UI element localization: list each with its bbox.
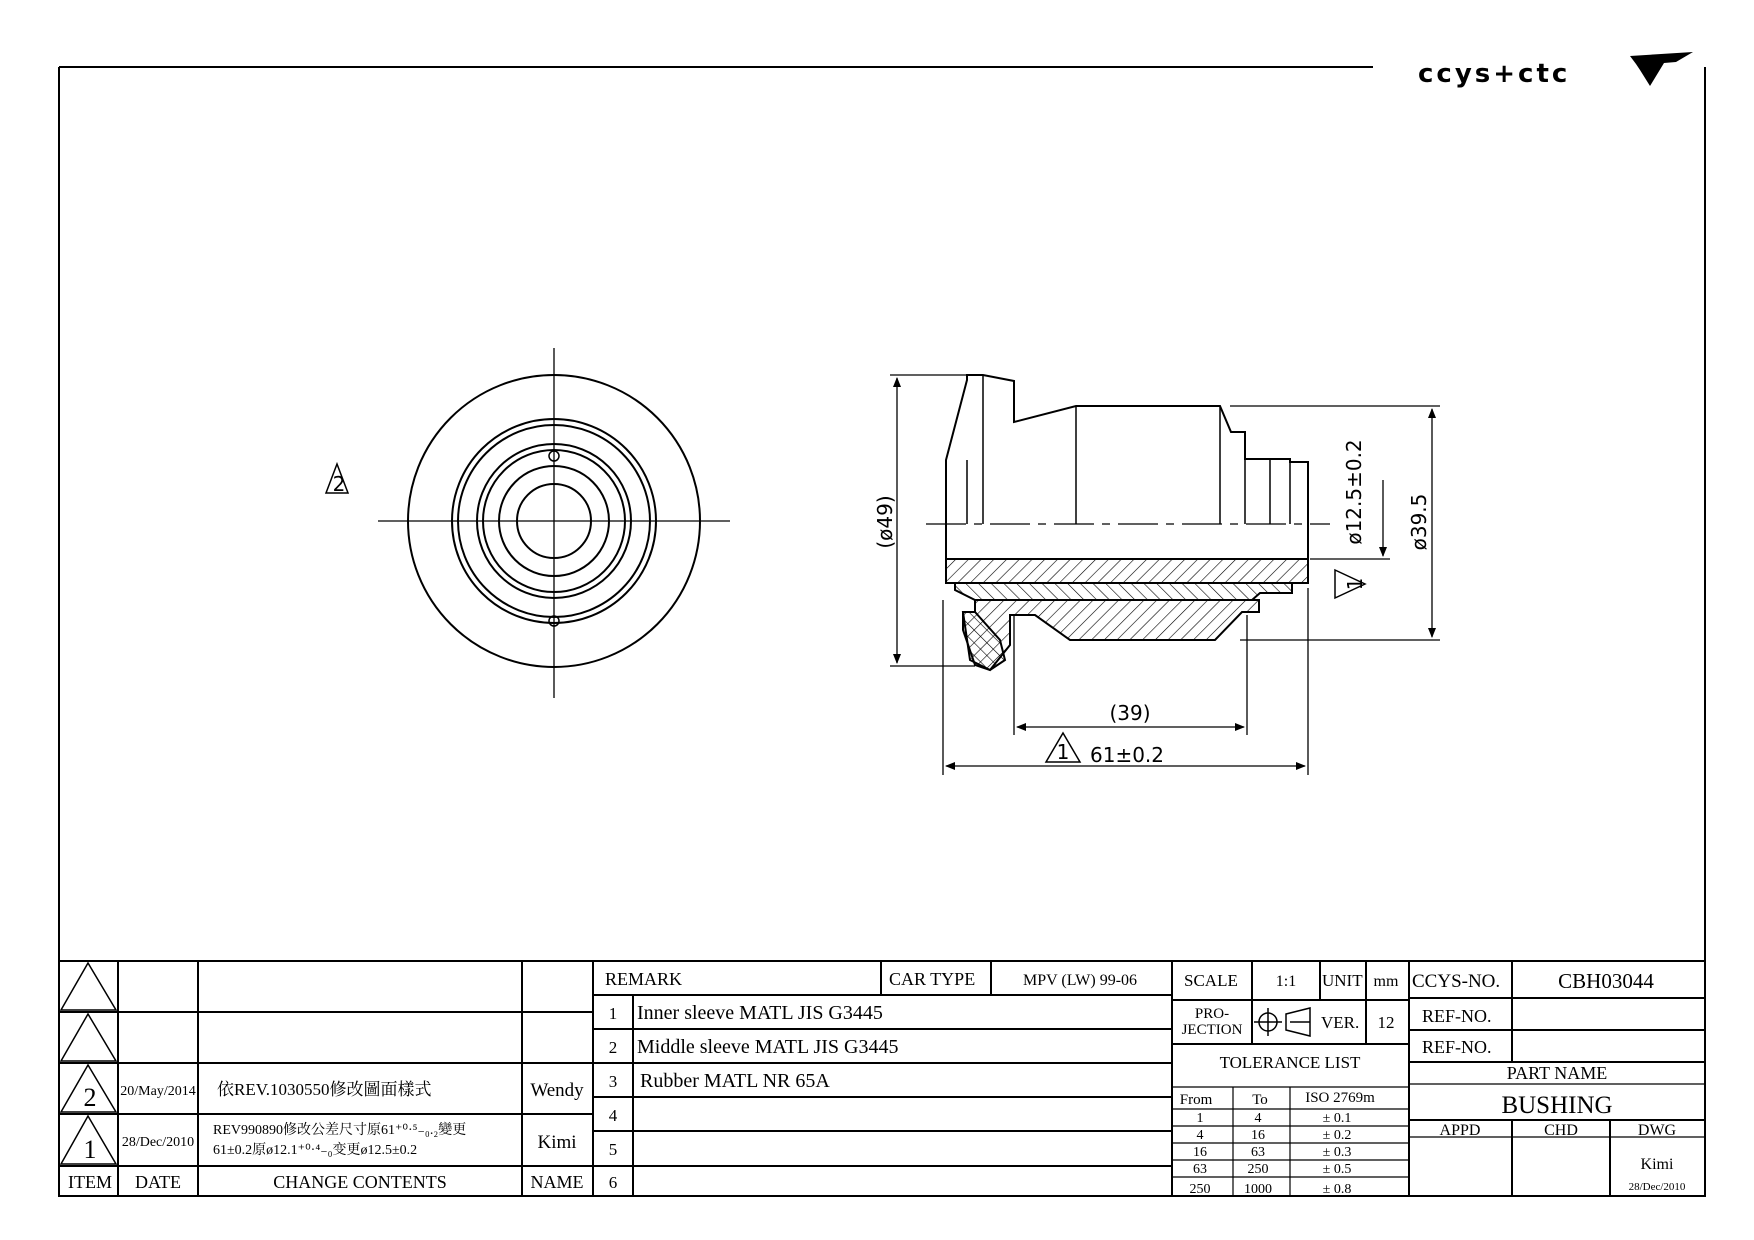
svg-text:16: 16 <box>1251 1128 1265 1143</box>
svg-text:To: To <box>1252 1092 1268 1108</box>
svg-text:APPD: APPD <box>1439 1122 1481 1139</box>
svg-text:CAR TYPE: CAR TYPE <box>889 969 976 989</box>
svg-text:REV990890修改公差尺寸原61⁺⁰·⁵₋₀.₂變更: REV990890修改公差尺寸原61⁺⁰·⁵₋₀.₂變更 <box>213 1123 467 1138</box>
svg-text:5: 5 <box>608 1140 618 1159</box>
remarks-table <box>605 969 1137 1192</box>
svg-text:± 0.1: ± 0.1 <box>1322 1111 1352 1126</box>
svg-text:依REV.1030550修改圖面樣式: 依REV.1030550修改圖面樣式 <box>217 1080 432 1099</box>
svg-text:16: 16 <box>1193 1145 1207 1160</box>
svg-text:SCALE: SCALE <box>1184 971 1238 990</box>
svg-text:4: 4 <box>1254 1111 1262 1126</box>
svg-text:From: From <box>1179 1092 1213 1108</box>
svg-text:1: 1 <box>1056 740 1070 764</box>
svg-text:2: 2 <box>608 1038 618 1057</box>
svg-text:1: 1 <box>1196 1111 1204 1126</box>
svg-text:TOLERANCE LIST: TOLERANCE LIST <box>1219 1053 1361 1072</box>
svg-text:Wendy: Wendy <box>530 1080 584 1101</box>
svg-text:REF-NO.: REF-NO. <box>1422 1037 1492 1057</box>
rev-marker-front <box>326 464 348 496</box>
svg-text:CCYS-NO.: CCYS-NO. <box>1412 971 1501 992</box>
svg-text:± 0.3: ± 0.3 <box>1322 1145 1352 1160</box>
svg-text:PART NAME: PART NAME <box>1506 1063 1608 1083</box>
svg-text:± 0.5: ± 0.5 <box>1322 1162 1352 1177</box>
svg-text:20/May/2014: 20/May/2014 <box>120 1084 196 1099</box>
svg-text:ITEM: ITEM <box>68 1172 112 1192</box>
svg-text:Middle sleeve MATL JIS G3445: Middle sleeve MATL JIS G3445 <box>637 1036 899 1058</box>
svg-text:ISO 2769m: ISO 2769m <box>1305 1090 1375 1106</box>
svg-text:Inner sleeve MATL JIS G3445: Inner sleeve MATL JIS G3445 <box>637 1002 883 1024</box>
section-view <box>926 375 1330 670</box>
sheet-border <box>59 67 1705 1196</box>
svg-text:UNIT: UNIT <box>1322 971 1363 990</box>
title-block-grid <box>59 961 1705 1196</box>
svg-text:± 0.2: ± 0.2 <box>1322 1128 1352 1143</box>
svg-text:± 0.8: ± 0.8 <box>1322 1182 1352 1197</box>
svg-text:28/Dec/2010: 28/Dec/2010 <box>121 1135 195 1150</box>
svg-text:Kimi: Kimi <box>1640 1156 1674 1173</box>
svg-text:NAME: NAME <box>530 1172 584 1192</box>
svg-text:63: 63 <box>1251 1145 1265 1160</box>
svg-text:61±0.2原ø12.1⁺⁰·⁴₋₀变更ø12.5±0.2: 61±0.2原ø12.1⁺⁰·⁴₋₀变更ø12.5±0.2 <box>213 1143 418 1158</box>
svg-text:DATE: DATE <box>135 1172 181 1192</box>
projection-symbol-icon <box>1254 1008 1310 1036</box>
svg-text:PRO-: PRO- <box>1194 1006 1230 1022</box>
svg-text:1: 1 <box>1343 577 1367 591</box>
svg-text:4: 4 <box>1196 1128 1204 1143</box>
svg-text:2: 2 <box>332 472 346 496</box>
svg-text:4: 4 <box>608 1106 618 1125</box>
svg-text:REMARK: REMARK <box>605 969 683 989</box>
logo-text: ccys+ctc <box>1418 59 1571 89</box>
svg-text:REF-NO.: REF-NO. <box>1422 1006 1492 1026</box>
svg-text:JECTION: JECTION <box>1181 1022 1243 1038</box>
front-view <box>378 348 730 698</box>
svg-text:28/Dec/2010: 28/Dec/2010 <box>1628 1181 1686 1193</box>
svg-text:MPV (LW) 99-06: MPV (LW) 99-06 <box>1022 972 1138 989</box>
dim-inner-length: (39) <box>1109 701 1151 725</box>
svg-text:12: 12 <box>1377 1013 1395 1032</box>
svg-text:Kimi: Kimi <box>537 1132 577 1153</box>
revision-table <box>68 1080 584 1192</box>
svg-text:1000: 1000 <box>1244 1182 1272 1197</box>
svg-text:CHD: CHD <box>1544 1122 1578 1139</box>
svg-text:Rubber MATL NR 65A: Rubber MATL NR 65A <box>640 1070 830 1092</box>
svg-text:6: 6 <box>608 1173 618 1192</box>
svg-text:2: 2 <box>83 1083 97 1112</box>
svg-text:63: 63 <box>1193 1162 1207 1177</box>
drawing-number: CBH03044 <box>1558 969 1654 993</box>
title-block-text <box>1412 969 1686 1193</box>
dim-overall-length: 61±0.2 <box>1090 743 1165 767</box>
dim-outer-dia: (ø49) <box>873 495 897 549</box>
svg-text:1:1: 1:1 <box>1275 973 1297 990</box>
svg-text:1: 1 <box>608 1004 618 1023</box>
svg-text:CHANGE CONTENTS: CHANGE CONTENTS <box>273 1172 447 1192</box>
svg-text:250: 250 <box>1189 1182 1211 1197</box>
svg-text:DWG: DWG <box>1637 1122 1677 1139</box>
svg-text:1: 1 <box>83 1135 97 1164</box>
logo-mark-icon <box>1630 52 1693 86</box>
part-name: BUSHING <box>1501 1092 1613 1119</box>
company-logo <box>1418 52 1693 89</box>
svg-text:VER.: VER. <box>1321 1013 1360 1032</box>
svg-text:250: 250 <box>1247 1162 1269 1177</box>
svg-text:3: 3 <box>608 1072 618 1091</box>
dim-inner-dia: ø12.5±0.2 <box>1342 439 1366 545</box>
svg-text:mm: mm <box>1373 973 1399 990</box>
dim-mid-dia: ø39.5 <box>1407 493 1431 551</box>
